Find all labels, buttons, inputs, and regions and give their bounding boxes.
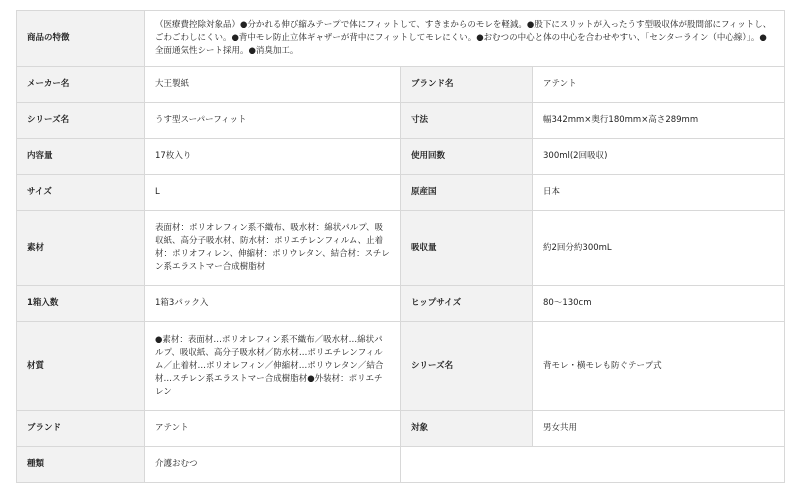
spec-value: 幅342mm×奥行180mm×高さ289mm — [533, 103, 785, 139]
spec-value: 背モレ・横モレも防ぐテープ式 — [533, 322, 785, 411]
spec-value: L — [145, 175, 401, 211]
table-row — [17, 11, 785, 67]
spec-label: 原産国 — [401, 175, 533, 211]
spec-label: ヒップサイズ — [401, 286, 533, 322]
spec-label: 素材 — [17, 211, 145, 286]
spec-value: 介護おむつ — [145, 447, 401, 483]
spec-value: ●素材：表面材…ポリオレフィン系不織布／吸水材…綿状パルプ、吸収紙、高分子吸水材／防水材…ポリエチレンフィルム／止着材…ポリオレフィン／伸縮材…ポリウレタン／結合材…スチレン系エラストマー合成樹脂材●外装材：ポリエチレン — [145, 322, 401, 411]
spec-value: 日本 — [533, 175, 785, 211]
table-row — [17, 447, 785, 483]
spec-value: アテント — [145, 411, 401, 447]
spec-value: 表面材：ポリオレフィン系不織布、吸水材：綿状パルプ、吸収紙、高分子吸水材、防水材：ポリエチレンフィルム、止着材：ポリオフィレン、伸縮材：ポリウレタン、結合材：スチレン系エラストマー合成樹脂材 — [145, 211, 401, 286]
spec-value: 大王製紙 — [145, 67, 401, 103]
table-row — [17, 175, 785, 211]
spec-label: 使用回数 — [401, 139, 533, 175]
spec-value: （医療費控除対象品）●分かれる伸び縮みテープで体にフィットして、すきまからのモレを軽減。●股下にスリットが入ったうす型吸収体が股間部にフィットし、ごわごわしにくい。●背中モレ防止立体ギャザーが背中にフィットしてモレにくい。●おむつの中心と体の中心を合わせやすい、「センターライン（中心線）」。●全面通気性シート採用。●消臭加工。 — [145, 11, 785, 67]
table-row — [17, 411, 785, 447]
spec-value: 17枚入り — [145, 139, 401, 175]
spec-label: 対象 — [401, 411, 533, 447]
spec-label: 商品の特徴 — [17, 11, 145, 67]
spec-label: 寸法 — [401, 103, 533, 139]
spec-value: うす型スーパーフィット — [145, 103, 401, 139]
spec-value: 1箱3パック入 — [145, 286, 401, 322]
spec-label: シリーズ名 — [401, 322, 533, 411]
empty-cell — [401, 447, 785, 483]
product-spec-table — [16, 10, 785, 483]
spec-label: 材質 — [17, 322, 145, 411]
spec-label: メーカー名 — [17, 67, 145, 103]
table-row — [17, 211, 785, 286]
spec-label: シリーズ名 — [17, 103, 145, 139]
spec-value: 80～130cm — [533, 286, 785, 322]
table-row — [17, 139, 785, 175]
table-row — [17, 67, 785, 103]
spec-value: アテント — [533, 67, 785, 103]
spec-value: 300ml(2回吸収) — [533, 139, 785, 175]
spec-label: サイズ — [17, 175, 145, 211]
spec-label: 吸収量 — [401, 211, 533, 286]
spec-label: ブランド名 — [401, 67, 533, 103]
table-row — [17, 103, 785, 139]
spec-label: 内容量 — [17, 139, 145, 175]
spec-label: 種類 — [17, 447, 145, 483]
table-row — [17, 286, 785, 322]
table-row — [17, 322, 785, 411]
spec-label: 1箱入数 — [17, 286, 145, 322]
spec-value: 約2回分約300mL — [533, 211, 785, 286]
spec-value: 男女共用 — [533, 411, 785, 447]
spec-label: ブランド — [17, 411, 145, 447]
